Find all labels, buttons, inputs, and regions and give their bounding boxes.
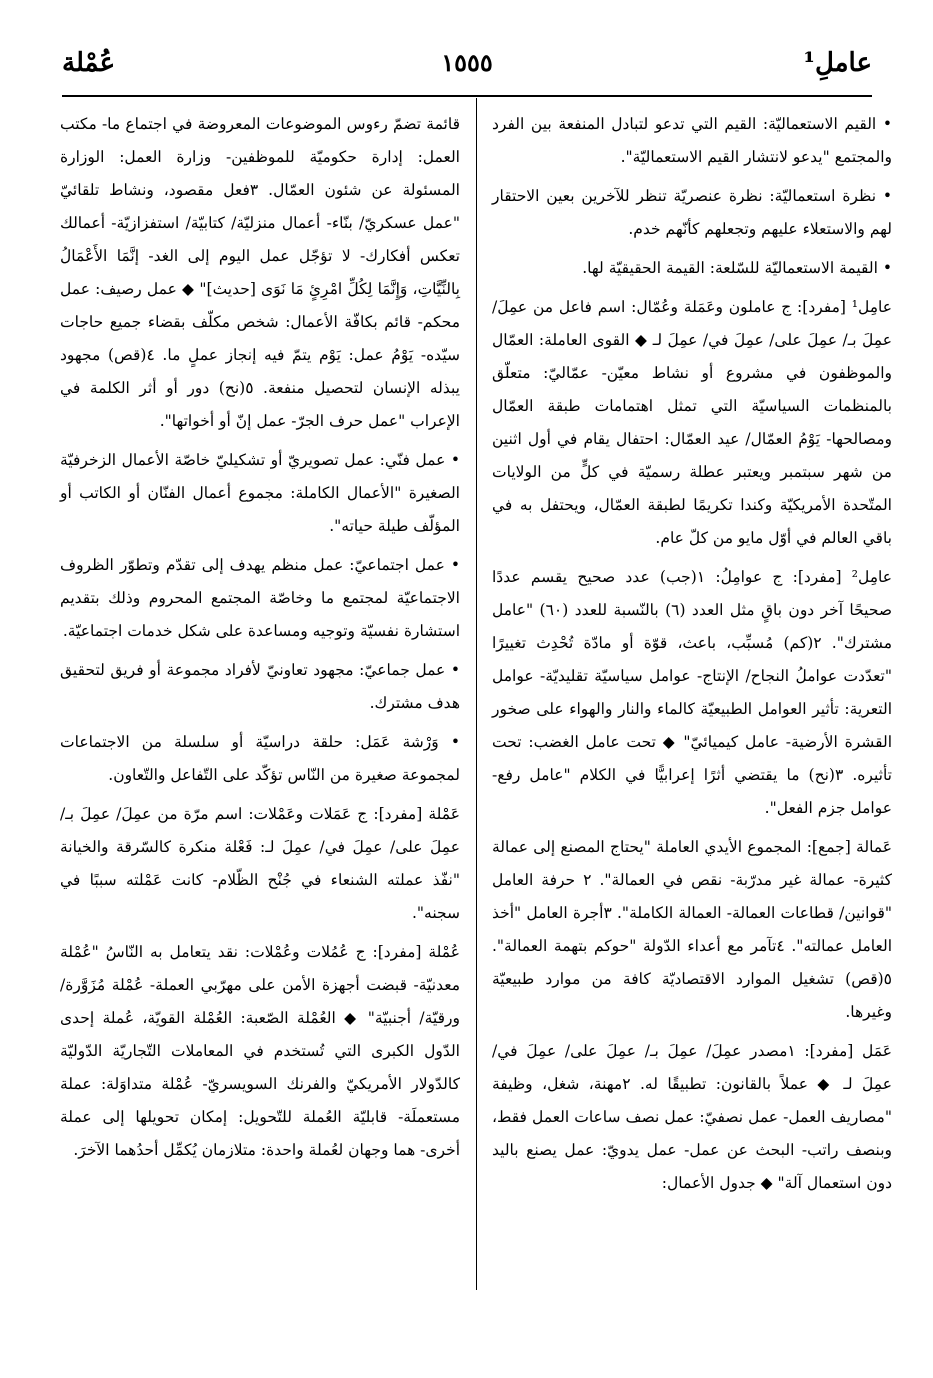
- header-rule: [62, 95, 872, 97]
- right-column: [492, 108, 892, 1206]
- entry-paragraph: • وَرْشة عَمَل: حلقة دراسيّة أو سلسلة من الاجتماعات لمجموعة صغيرة من النّاس تؤكّد على التّفاعل والتّعاون.: [60, 733, 460, 784]
- page-header: [62, 40, 872, 84]
- entry-paragraph: • عمل جماعيّ: مجهود تعاونيّ لأفراد مجموعة أو فريق لتحقيق هدف مشترك.: [60, 661, 460, 712]
- entry-paragraph: عَمْلة [مفرد]: ج عَمَلات وعَمْلات: اسم مرّة من عمِلَ/ عمِلَ بـ/ عمِلَ على/ عمِلَ في/ عمِلَ لـ: فَعْلة منكرة كالسّرقة والخيانة "نفّذ عملته الشنعاء في جُنْح الظّلام- كانت عَمْلته سببًا في سجنه".: [60, 805, 460, 922]
- right-guide-word: عُمْلة: [62, 48, 116, 78]
- entry-paragraph: عامِل¹ [مفرد]: ج عاملون وعَمَلة وعُمّال: اسم فاعل من عمِلَ/ عمِلَ بـ/ عمِلَ على/ عمِلَ في/ عمِلَ لـ ◆ القوى العاملة: العمّال والموظفون في مشروع أو نشاط معيّن- عمّاليّ: متعلّق بالمنظمات السياسيّة التي تمثل اهتمامات طبقة العمّال ومصالحها- يَوْمُ العمّال/ عيد العمّال: احتفال يقام في أول اثنين من شهر سبتمبر ويعتبر عطلة رسميّة في كلٍّ من الولايات المتّحدة الأمريكيّة وكندا تكريمًا لطبقة العمّال، ويحتفل به في باقي العالم في أوّل مايو من كلّ عام.: [492, 298, 892, 547]
- column-divider: [476, 98, 477, 1290]
- entry-paragraph: • عمل اجتماعيّ: عمل منظم يهدف إلى تقدّم وتطوّر الظروف الاجتماعيّة لمجتمع ما وخاصّة المجتمع المحروم وذلك بتقديم استشارة نفسيّة وتوجيه ومساعدة على شكل خدمات اجتماعيّة.: [60, 556, 460, 640]
- entry-paragraph: عَمالة [جمع]: المجموع الأيدي العاملة "يحتاج المصنع إلى عمالة كثيرة- عمالة غير مدرّبة- نقص في العمالة". ٢ حرفة العامل "قوانين/ قطاعات العمالة- العمالة الكاملة". ٣أجرة العامل "أخذ العامل عمالته". ٤تآمر مع أعداء الدّولة "حوكم بتهمة العمالة". ٥(قص) تشغيل الموارد الاقتصاديّة كافة من موارد طبيعيّة وغيرها.: [492, 838, 892, 1021]
- left-column: [60, 108, 460, 1173]
- entry-paragraph: • نظرة استعماليّة: نظرة عنصريّة تنظر للآخرين بعين الاحتقار لهم والاستعلاء عليهم وتجعلهم كأنّهم خدم.: [492, 187, 892, 238]
- entry-paragraph: • عمل فنّي: عمل تصويريّ أو تشكيليّ خاصّة الأعمال الزخرفيّة الصغيرة "الأعمال الكاملة: مجموع أعمال الفنّان أو الكاتب أو المؤلّف طيلة حياته".: [60, 451, 460, 535]
- entry-paragraph: عامِل² [مفرد]: ج عوامِلُ: ١(جب) عدد صحيح يقسم عددًا صحيحًا آخر دون باقٍ مثل العدد (٦) بالنّسبة للعدد (٦٠) "عامل مشترك". ٢(كم) مُسبِّب، باعث، قوّة أو مادّة تُحْدِث تغييرًا "تعدّدت عواملُ النجاح/ الإنتاج- عوامل سياسيّة تقليديّة- عوامل التعرية: تأثير العوامل الطبيعيّة كالماء والنار والهواء على صخور القشرة الأرضية- عامل كيميائيّ" ◆ تحت عامل الغضب: تحت تأثيره. ٣(نح) ما يقتضي أثرًا إعرابيًّا في الكلام "عامل رفع- عوامل جزم الفعل".: [492, 568, 893, 817]
- entry-paragraph: • القيمة الاستعماليّة للسّلعة: القيمة الحقيقيّة لها.: [582, 259, 892, 277]
- left-guide-word: عاملِ¹: [803, 48, 872, 78]
- entry-paragraph: عَمَل [مفرد]: ١مصدر عمِلَ/ عمِلَ بـ/ عمِلَ على/ عمِلَ في/ عمِلَ لـ ◆ عملاً بالقانون: تطبيقًا له. ٢مهنة، شغل، وظيفة "مصاريف العمل- عمل نصفيّ: عمل نصف ساعات العمل فقط، وبنصف راتب- البحث عن عمل- عمل يدويّ: عمل يصنع باليد دون استعمال آلة" ◆ جدول الأعمال:: [492, 1042, 892, 1192]
- page-number: ١٥٥٥: [441, 48, 493, 77]
- entry-paragraph: عُمْلة [مفرد]: ج عُمُلات وعُمْلات: نقد يتعامل به النّاسُ "عُمْلة معدنيّة- قبضت أجهزة الأمن على مهرّبي العملة- عُمْلة مُزَوَّرة/ ورقيّة/ أجنبيّة" ◆ العُمْلة الصّعبة: العُمْلة القويّة، عُملة إحدى الدّول الكبرى التي تُستخدم في المعاملات التّجاريّة الدّوليّة كالدّولار الأمريكيّ والفرنك السويسريّ- عُمْلة متداوَلة: عملة مستعملَة- قابليّة العُملة للتّحويل: إمكان تحويلها إلى عملة أخرى- هما وجهان لعُملة واحدة: متلازمان يُكمِّل أحدُهما الآخرَ.: [60, 943, 460, 1159]
- entry-paragraph: • القيم الاستعماليّة: القيم التي تدعو لتبادل المنفعة بين الفرد والمجتمع "يدعو لانتشار القيم الاستعماليّة".: [492, 115, 892, 166]
- entry-paragraph: قائمة تضمّ رءوس الموضوعات المعروضة في اجتماع ما- مكتب العمل: إدارة حكوميّة للموظفين- وزارة العمل: الوزارة المسئولة عن شئون العمّال. ٣فعل مقصود، ونشاط تلقائيّ "عمل عسكريّ/ بنّاء- أعمال منزليّة/ كتابيّة/ استفزازيّة- أعمالك تعكس أفكارك- لا تؤجّل عمل اليوم إلى الغد- إنَّمَا الأَعْمَالُ بِالنِّيَّاتِ، وَإِنَّمَا لِكُلِّ امْرِئٍ مَا نَوَى [حديث]" ◆ عمل رصيف: عمل محكم- قائم بكافّة الأعمال: شخص مكلّف بقضاء جميع حاجات سيّده- يَوْمُ عمل: يَوْم يتمّ فيه إنجاز عملٍ ما. ٤(قص) مجهود يبذله الإنسان لتحصيل منفعة. ٥(نح) دور أو أثر الكلمة في الإعراب "عمل حرف الجرّ- عمل إنّ أو أخواتها".: [60, 115, 460, 430]
